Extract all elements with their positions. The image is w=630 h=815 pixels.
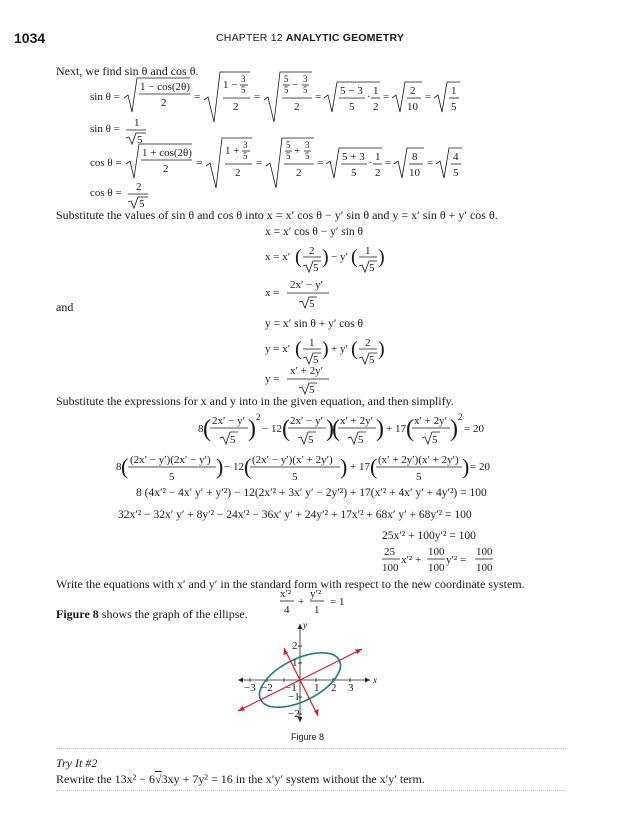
figure-caption: Figure 8 — [291, 732, 325, 742]
svg-text:2: 2 — [373, 101, 379, 113]
svg-text:5: 5 — [169, 471, 175, 483]
svg-text:x = x′: x = x′ — [265, 251, 291, 263]
svg-text:2x′ − y′: 2x′ − y′ — [290, 415, 324, 427]
svg-text:(: ( — [351, 246, 358, 268]
svg-text:5: 5 — [139, 198, 145, 210]
svg-text:(: ( — [295, 338, 302, 360]
svg-text:): ) — [378, 246, 385, 268]
svg-text:(: ( — [332, 416, 340, 442]
svg-text:5: 5 — [241, 85, 246, 95]
svg-text:): ) — [376, 416, 384, 442]
svg-text:5: 5 — [309, 384, 315, 396]
page-number: 1034 — [14, 30, 46, 46]
svg-text:(2x′ − y′)(2x′ − y′): (2x′ − y′)(2x′ − y′) — [130, 454, 211, 466]
svg-text:− y′: − y′ — [331, 251, 348, 263]
svg-text:5: 5 — [351, 167, 357, 179]
svg-text:x′² +: x′² + — [401, 554, 422, 566]
svg-text:(: ( — [121, 454, 129, 479]
svg-text:x =: x = — [265, 287, 280, 299]
x-equation-2 — [265, 242, 395, 276]
figure-reference-text — [56, 607, 248, 622]
x-tick-label: −2 — [261, 682, 273, 694]
svg-text:y′² =: y′² = — [446, 554, 467, 566]
svg-text:100: 100 — [428, 546, 445, 558]
x-axis-label: x — [373, 675, 377, 685]
svg-text:8: 8 — [198, 423, 204, 435]
expanded-equation-2: 32x′² − 32x′ y′ + 8y′² − 24x′² − 36x′ y′ + 24y′² + 17x′² + 68x′ y′ + 68y′² = 100 — [118, 509, 472, 521]
expanded-equation-4 — [382, 544, 502, 576]
svg-text:1: 1 — [365, 245, 371, 257]
svg-text:y =: y = — [265, 373, 280, 385]
svg-text:5: 5 — [286, 140, 291, 150]
ellipse-graph — [230, 622, 380, 732]
svg-text:25: 25 — [384, 546, 395, 558]
svg-text:4: 4 — [453, 151, 459, 163]
standard-form-text: Write the equations with x′ and y′ in the standard form with respect to the new coordinate system. — [56, 577, 525, 591]
svg-text:2: 2 — [163, 163, 169, 175]
x-tick-label: 2 — [331, 682, 337, 694]
svg-text:1 +: 1 + — [225, 145, 240, 157]
svg-text:=: = — [425, 91, 432, 103]
svg-text:100: 100 — [476, 546, 493, 558]
svg-text:): ) — [216, 454, 224, 479]
svg-text:5: 5 — [453, 167, 459, 179]
svg-text:5: 5 — [284, 74, 289, 84]
svg-text:5: 5 — [369, 262, 375, 274]
svg-text:5 + 3: 5 + 3 — [342, 151, 365, 163]
svg-text:5: 5 — [313, 354, 319, 366]
svg-text:1: 1 — [451, 85, 457, 97]
svg-text:): ) — [248, 416, 256, 442]
svg-text:2: 2 — [233, 101, 239, 113]
svg-text:= 1: = 1 — [330, 596, 345, 608]
svg-text:100: 100 — [476, 562, 493, 574]
svg-text:): ) — [378, 338, 385, 360]
svg-text:): ) — [340, 454, 348, 479]
sin-lhs: sin θ = — [90, 91, 120, 103]
svg-text:5: 5 — [243, 151, 248, 161]
svg-text:5: 5 — [309, 298, 315, 310]
y-equation-2 — [265, 334, 395, 368]
x-equation-1: x = x′ cos θ − y′ sin θ — [265, 226, 364, 238]
svg-text:1: 1 — [314, 604, 320, 616]
svg-text:3: 3 — [305, 140, 310, 150]
svg-text:5: 5 — [284, 85, 289, 95]
svg-text:3: 3 — [243, 140, 248, 150]
svg-text:(: ( — [351, 338, 358, 360]
y-tick-label: 2 — [292, 640, 298, 652]
svg-text:5: 5 — [286, 151, 291, 161]
svg-text:+: + — [298, 596, 305, 608]
try-it-title: Try It #2 — [56, 756, 98, 770]
svg-text:10: 10 — [409, 167, 420, 179]
svg-text:y = x′: y = x′ — [265, 343, 291, 355]
svg-text:=: = — [256, 157, 263, 169]
svg-text:=: = — [196, 157, 203, 169]
svg-text:1: 1 — [375, 151, 381, 163]
x-tick-label: −3 — [244, 682, 256, 694]
x-tick-label: 3 — [348, 682, 354, 694]
svg-text:): ) — [322, 246, 329, 268]
svg-text:2: 2 — [375, 167, 381, 179]
y-equation-3 — [265, 364, 355, 398]
svg-text:+ y′: + y′ — [331, 343, 348, 355]
svg-text:5: 5 — [305, 151, 310, 161]
svg-text:− 12: − 12 — [262, 423, 282, 435]
svg-text:1 − cos(2θ): 1 − cos(2θ) — [140, 81, 190, 93]
svg-text:2: 2 — [365, 337, 371, 349]
svg-text:=: = — [254, 91, 261, 103]
svg-text:5: 5 — [313, 262, 319, 274]
y-axis-label: y — [303, 620, 307, 630]
substituted-equation-2 — [116, 452, 496, 486]
svg-text:=: = — [317, 157, 324, 169]
svg-text:100: 100 — [428, 562, 445, 574]
svg-text:= 20: = 20 — [464, 423, 484, 435]
svg-text:5 − 3: 5 − 3 — [340, 85, 363, 97]
svg-text:2: 2 — [294, 101, 300, 113]
try-it-text — [56, 772, 425, 787]
svg-text:2: 2 — [458, 412, 463, 422]
svg-text:2: 2 — [309, 245, 315, 257]
svg-text:+ 17: + 17 — [386, 423, 406, 435]
svg-text:1 + cos(2θ): 1 + cos(2θ) — [142, 147, 192, 159]
svg-text:+ 17: + 17 — [350, 461, 370, 473]
svg-text:x′²: x′² — [280, 588, 292, 600]
svg-text:8: 8 — [116, 461, 122, 473]
svg-text:8: 8 — [412, 151, 418, 163]
svg-text:5: 5 — [230, 434, 236, 446]
svg-text:(x′ + 2y′)(x′ + 2y′): (x′ + 2y′)(x′ + 2y′) — [378, 454, 459, 466]
svg-text:x′ + 2y′: x′ + 2y′ — [414, 415, 448, 427]
svg-text:5: 5 — [292, 471, 298, 483]
svg-text:(: ( — [370, 454, 378, 479]
svg-text:2: 2 — [256, 412, 261, 422]
svg-text:x′ + 2y′: x′ + 2y′ — [340, 415, 374, 427]
chapter-heading — [216, 32, 404, 44]
substituted-equation — [198, 410, 498, 452]
x-tick-label: 1 — [314, 682, 320, 694]
svg-text:− 12: − 12 — [224, 461, 244, 473]
y-tick-label: −2 — [288, 708, 300, 720]
svg-text:·: · — [369, 157, 373, 169]
svg-text:=: = — [194, 91, 201, 103]
svg-text:2: 2 — [410, 85, 416, 97]
svg-text:·: · — [367, 91, 371, 103]
svg-text:x′ + 2y′: x′ + 2y′ — [290, 365, 324, 377]
svg-text:2x′ − y′: 2x′ − y′ — [290, 279, 324, 291]
svg-text:(: ( — [282, 416, 290, 442]
svg-text:): ) — [462, 454, 470, 479]
svg-text:2x′ − y′: 2x′ − y′ — [212, 415, 246, 427]
chapter-label: CHAPTER 12 — [216, 32, 283, 44]
try-it-text-a: Rewrite the 13x² − 6 — [56, 772, 156, 786]
try-it-bottom-divider — [56, 790, 564, 791]
svg-text:(2x′ − y′)(x′ + 2y′): (2x′ − y′)(x′ + 2y′) — [252, 454, 333, 466]
svg-text:2: 2 — [136, 181, 142, 193]
y-equation-1: y = x′ sin θ + y′ cos θ — [265, 318, 364, 330]
svg-text:= 20: = 20 — [470, 461, 490, 473]
try-it-top-divider — [56, 748, 564, 749]
intro-text: Next, we find sin θ and cos θ. — [56, 64, 199, 78]
svg-text:(: ( — [244, 454, 252, 479]
svg-text:): ) — [450, 416, 458, 442]
svg-text:3: 3 — [241, 74, 246, 84]
svg-text:4: 4 — [284, 604, 290, 616]
chapter-title: ANALYTIC GEOMETRY — [285, 32, 405, 44]
svg-text:(: ( — [295, 246, 302, 268]
figure-reference-link[interactable]: Figure 8 — [56, 607, 99, 621]
svg-text:5: 5 — [432, 434, 438, 446]
cos-result-lhs: cos θ = — [90, 187, 122, 199]
svg-text:5: 5 — [137, 134, 143, 146]
svg-text:=: = — [427, 157, 434, 169]
x-tick-label: −1 — [285, 682, 297, 694]
svg-text:5: 5 — [303, 85, 308, 95]
svg-text:=: = — [315, 91, 322, 103]
ellipse-standard-form — [280, 588, 370, 618]
svg-text:5: 5 — [451, 101, 457, 113]
figure-reference-rest: shows the graph of the ellipse. — [98, 607, 248, 621]
sin-theta-equation — [90, 72, 470, 124]
svg-text:10: 10 — [407, 101, 418, 113]
x-equation-3 — [265, 278, 355, 312]
svg-text:5: 5 — [358, 434, 364, 446]
svg-text:5: 5 — [416, 471, 422, 483]
y-tick-label: −1 — [288, 691, 300, 703]
simplify-text: Substitute the expressions for x and y into in the given equation, and then simplify. — [56, 394, 454, 408]
svg-text:5: 5 — [369, 354, 375, 366]
svg-text:5: 5 — [308, 434, 314, 446]
svg-text:): ) — [322, 338, 329, 360]
try-it-text-b: 3xy + 7y² = 16 in the x′y′ system without the x′y′ term. — [161, 772, 425, 786]
svg-text:=: = — [383, 91, 390, 103]
svg-text:1: 1 — [309, 337, 315, 349]
svg-text:+: + — [294, 145, 301, 157]
sqrt-symbol: √ — [155, 772, 162, 786]
svg-text:1: 1 — [373, 85, 379, 97]
svg-text:(: ( — [203, 416, 211, 442]
svg-text:−: − — [292, 79, 299, 91]
expanded-equation-1: 8 (4x′² − 4x′ y′ + y′²) − 12(2x′² + 3x′ y′ − 2y′²) + 17(x′² + 4x′ y′ + 4y′²) = 100 — [136, 487, 487, 499]
svg-text:1: 1 — [134, 117, 140, 129]
svg-text:=: = — [385, 157, 392, 169]
sin-result-lhs: sin θ = — [90, 123, 120, 135]
svg-text:100: 100 — [382, 562, 399, 574]
cos-lhs: cos θ = — [90, 157, 122, 169]
svg-text:(: ( — [406, 416, 414, 442]
svg-text:2: 2 — [235, 167, 241, 179]
svg-text:2: 2 — [161, 97, 167, 109]
y-tick-label: 1 — [292, 657, 298, 669]
svg-text:3: 3 — [303, 74, 308, 84]
svg-text:): ) — [326, 416, 334, 442]
svg-text:y′²: y′² — [310, 588, 322, 600]
expanded-equation-3: 25x′² + 100y′² = 100 — [382, 530, 476, 542]
svg-text:5: 5 — [349, 101, 355, 113]
svg-text:2: 2 — [296, 167, 302, 179]
and-label: and — [56, 300, 74, 314]
substitute-text: Substitute the values of sin θ and cos θ into x = x′ cos θ − y′ sin θ and y = x′ sin θ + y′ cos θ. — [56, 208, 498, 222]
svg-text:1 −: 1 − — [223, 79, 238, 91]
